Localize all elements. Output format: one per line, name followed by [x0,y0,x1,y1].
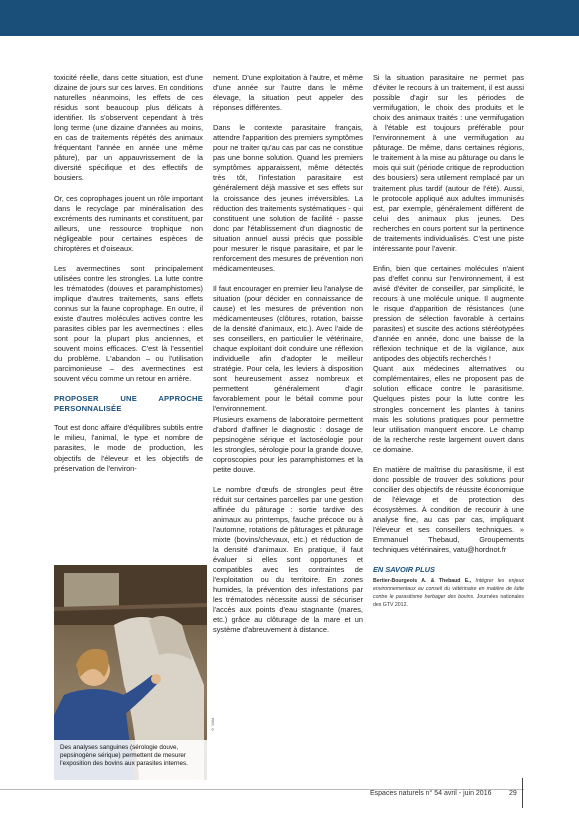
footer-publication: Espaces naturels n° 54 avril - juin 2016 [370,790,492,797]
column-3 [373,73,524,609]
reference-authors: Bertier-Bourgeois A. & Thebaud E., [373,578,472,585]
column-2 [213,73,363,645]
paragraph: Or, ces coprophages jouent un rôle important dans le recyclage par minéralisation des excréments des ruminants et constituent, par ailleurs, une ressource trophique non négligeable pour certaines espèces de chiroptères et d'oiseaux. [54,193,203,253]
paragraph: En matière de maîtrise du parasitisme, il est donc possible de trouver des solutions pour concilier des objectifs de réussite économique de l'élevage et de protection des écosystèmes. À condition de recourir à une analyse fine, au cas par cas, impliquant l'éleveur et ses conseillers techniques. » Emmanuel Thebaud, Groupements techniques vétérinaires, vatu@hordnot.fr [373,464,524,555]
paragraph: nement. D'une exploitation à l'autre, et même d'une année sur l'autre dans le même élevage, la situation peut appeler des réponses différentes. [213,73,363,113]
paragraph: toxicité réelle, dans cette situation, est d'une dizaine de jours sur ces larves. En conditions naturelles néanmoins, les effets de ces résidus sont beaucoup plus délicats à identifier. Ils s'observent cependant à très long terme (une dizaine d'années au moins, en cas de traitements répétés des animaux fréquentant l'année en année une même pâture), par un appauvrissement de la diversité spécifique et des effectifs de bousiers. [54,73,203,183]
photo-caption: Des analyses sanguines (sérologie douve, pepsinogène sérique) permettent de mesurer l'exposition des bovins aux parasites internes. [54,740,207,780]
further-reading-title: EN SAVOIR PLUS [373,565,435,575]
paragraph: Dans le contexte parasitaire français, attendre l'apparition des premiers symptômes pour ne traiter qu'au cas par cas ne constitue pas une bonne solution. Quand les premiers symptômes apparaissent, même détectés très tôt, l'infestation parasitaire est généralement déjà massive et ses effets sur la croissance des jeunes irréversibles. La réduction des traitements systématiques - qui constituent une solution de facilité - passe donc par l'établissement d'un diagnostic de situation annuel aussi précis que possible pour mesurer le risque parasitaire, et par le renforcement des mesures de prévention non médicamenteuses. [213,123,363,273]
page-number: 29 [509,790,517,797]
paragraph: Enfin, bien que certaines molécules n'aient pas d'effet connu sur l'environnement, il est avisé d'éviter de conseiller, par simplicité, le recours à une molécule unique. Il augmente le risque d'apparition de résistances (une pression de sélection favorable à certains parasites) et suscite des actions stéréotypées d'année en année, donc une baisse de la réflexion technique et de la vigilance, aux antipodes des objectifs recherchés ! [373,263,524,364]
header-band [0,0,579,36]
paragraph: Il faut encourager en premier lieu l'analyse de situation (pour décider en connaissance de cause) et les mesures de prévention non médicamenteuses (clôtures, rotation, baisse de la densité d'animaux, etc.). Avec l'aide de ses conseillers, en particulier le vétérinaire, chaque exploitant doit conduire une réflexion individuelle afin d'adopter le meilleur stratégie. Pour cela, les leviers à disposition sont heureusement assez nombreux et permettent généralement d'agir favorablement pour le bétail comme pour l'environnement. [213,283,363,414]
paragraph: Si la situation parasitaire ne permet pas d'éviter le recours à un traitement, il est aussi possible d'agir sur les périodes de vermifugation, le choix des produits et le choix des animaux traités : une vermifugation à l'étable est toujours préférable pour l'environnement à une vermifugation au pâturage. De même, dans certaines régions, le traitement à la mise au pâturage ou dans le mois qui suit (période critique de reproduction des bousiers) sera utilement remplacé par un traitement plus tardif (autour de l'été). Aussi, le protocole appliqué aux adultes immunisés est, par exemple, généralement différent de celui des animaux plus jeunes. Des recherches en cours portent sur la pertinence de traitements individualisés. C'est une piste intéressante pour l'avenir. [373,73,524,253]
paragraph: Tout est donc affaire d'équilibres subtils entre le milieu, l'animal, le type et nombre de parasites, le mode de production, les objectifs de l'éleveur et les objectifs de préservation de l'environ- [54,423,203,473]
section-heading: PROPOSER UNE APPROCHE PERSONNALISÉE [54,394,203,414]
column-1 [54,73,203,474]
paragraph: Plusieurs examens de laboratoire permettent d'abord d'affiner le diagnostic : dosage de pepsinogène sérique et lactoséologie pour les strongles, sérologie pour la grande douve, coproscopies pour les paramphistomes et la petite douve. [213,414,363,474]
paragraph: Les avermectines sont principalement utilisées contre les strongles. La lutte contre les trématodes (douves et paramphistomes) implique d'autres traitements, sans effets connus sur la faune coprophage. En outre, il existe d'autres molécules actives contre les parasites cibles par les avermectines : elles sont pour la plupart plus anciennes, et souvent moins efficaces. C'est là l'essentiel du problème. L'abandon – ou l'utilisation parcimonieuse – des avermectines est souvent vécu comme un retour en arrière. [54,263,203,384]
photo-vet-with-horse [54,565,207,780]
paragraph: Le nombre d'œufs de strongles peut être réduit sur certaines parcelles par une gestion affinée du pâturage : sortie tardive des animaux au printemps, fauche précoce ou à l'automne, rotations de pâturages et pâturage mixte (bovins/chevaux, etc.) et réduction de la densité d'animaux. En pratique, il faut évaluer si elles sont opportunes et compatibles avec les contraintes de l'exploitation ou du territoire. En zones humides, la prévention des infestations par les trématodes nécessite aussi de sécuriser l'accès aux points d'eau stagnante (mares, etc.) grâce au clôturage de la mare et un système d'abreuvement à distance. [213,484,363,635]
reference-source: Journées nationales des GTV 2012. [373,594,524,609]
reference-title: Intégrer les enjeux environnementaux au conseil du vétérinaire en matière de lutte contre le parasitisme herbager des bovins. [373,578,524,601]
paragraph: Quant aux médecines alternatives ou complémentaires, elles ne proposent pas de solution efficace contre le parasitisme. Quelques pistes pour la lutte contre les strongles concernent les plantes à tanins mais les solutions pratiques pour permettre leur utilisation manquent encore. Le champ de la recherche reste largement ouvert dans ce domaine. [373,364,524,454]
photo-credit: © Wild [210,718,215,732]
footer-divider [522,778,523,808]
reference-entry [373,577,524,609]
